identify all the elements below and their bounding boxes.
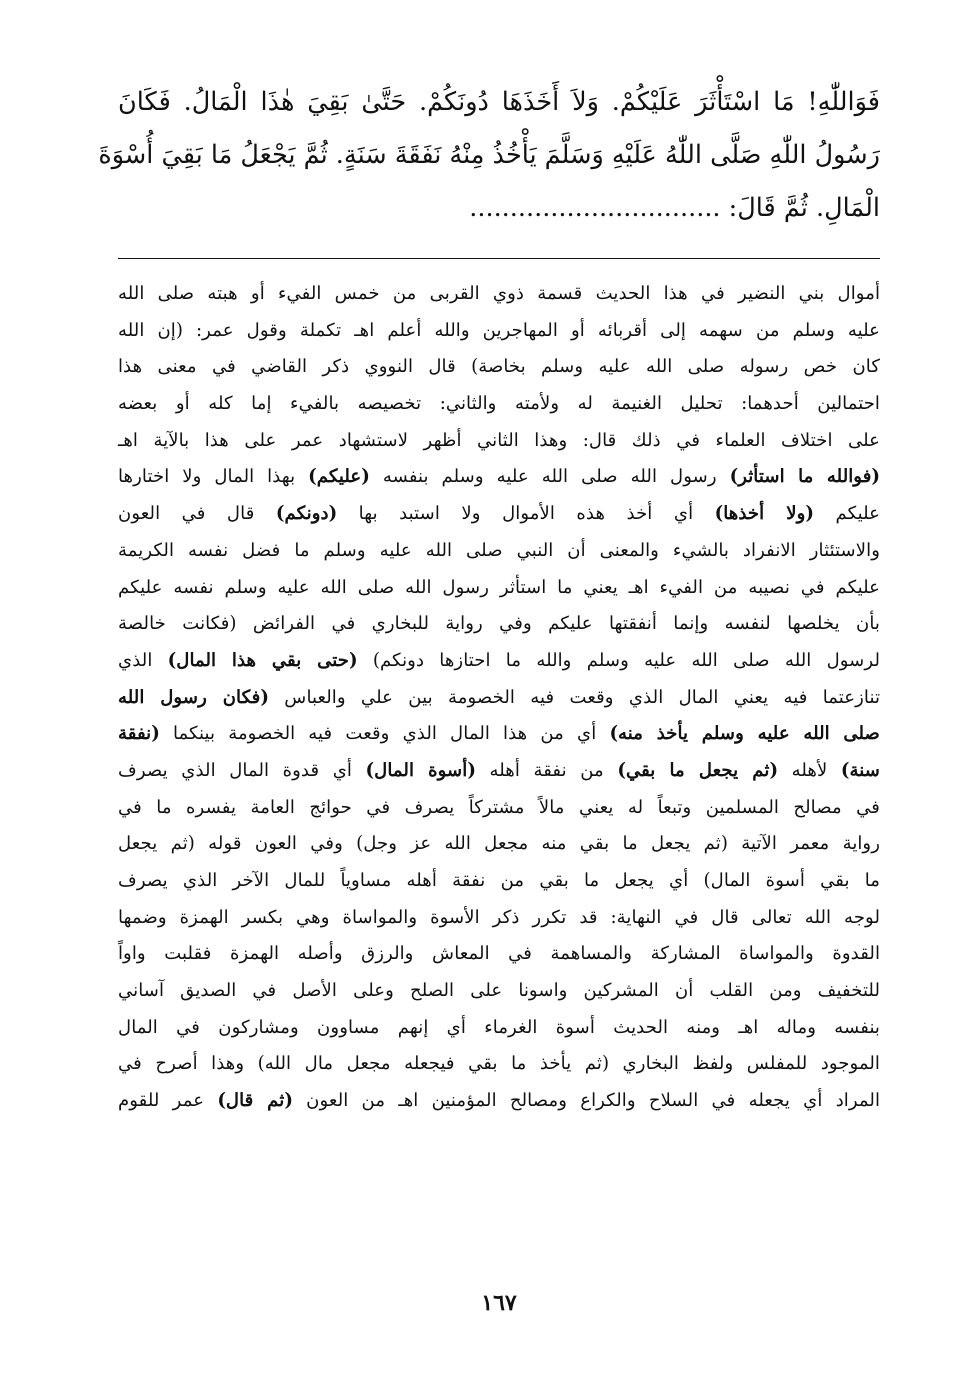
- commentary-line: [118, 900, 880, 937]
- commentary-line: [118, 459, 880, 496]
- commentary-segment: أموال بني النضير في هذا الحديث قسمة ذوي القربى من خمس الفيء أو هبته صلى الله: [118, 283, 880, 304]
- quoted-phrase: (ولا أخذها): [714, 503, 814, 525]
- commentary-segment: الموجود للمفلس ولفظ البخاري (ثم يأخذ ما بقي فيجعله مجعل مال الله) وهذا أصرح في: [118, 1053, 880, 1075]
- commentary-line: [118, 386, 880, 423]
- hadith-line: فَوَاللّٰهِ! مَا اسْتَأْثَرَ عَلَيْكُمْ. وَلاَ أَخَذَهَا دُونَكُمْ. حَتَّىٰ بَقِيَ هٰذَا الْمَالُ. فَكَانَ: [118, 87, 880, 117]
- quoted-phrase: (عليكم): [308, 466, 370, 488]
- page-number: ١٦٧: [481, 1290, 517, 1316]
- commentary-segment: رواية معمر الآتية (ثم يجعل ما بقي منه مجعل الله عز وجل) وفي العون قوله (ثم يجعل: [118, 833, 880, 855]
- commentary-segment: كان خص رسوله صلى الله عليه وسلم بخاصة) قال النووي ذكر القاضي في معنى هذا: [118, 356, 880, 378]
- commentary-line: [118, 276, 880, 313]
- commentary-line: [118, 973, 880, 1010]
- commentary-line: [118, 313, 880, 350]
- commentary-line: [118, 680, 880, 717]
- commentary-segment: أي أخذ هذه الأموال ولا استبد بها: [337, 503, 715, 525]
- commentary-line: [118, 863, 880, 900]
- commentary-segment: لرسول الله صلى الله عليه وسلم والله ما احتازها دونكم): [357, 649, 880, 671]
- hadith-line: رَسُولُ اللّٰهِ صَلَّى اللّٰهُ عَلَيْهِ وَسَلَّمَ يَأْخُذُ مِنْهُ نَفَقَةَ سَنَةٍ. ثُمَّ يَجْعَلُ مَا بَقِيَ أُسْوَةَ: [98, 140, 880, 170]
- quoted-phrase: (ثم قال): [217, 1090, 293, 1112]
- commentary-line: [118, 496, 880, 533]
- commentary-segment: أي من هذا المال الذي وقعت فيه الخصومة بينكما: [159, 723, 610, 745]
- commentary-segment: من نفقة أهله: [475, 759, 618, 781]
- quoted-phrase: (ثم يجعل ما بقي): [617, 759, 779, 781]
- quoted-phrase: (حتى بقي هذا المال): [167, 649, 358, 671]
- quoted-phrase: (نفقة: [118, 723, 160, 745]
- commentary-segment: على اختلاف العلماء في ذلك قال: وهذا الثاني أظهر لاستشهاد عمر على هذا بالآية اهـ: [118, 429, 880, 451]
- commentary-line: [118, 349, 880, 386]
- commentary-segment: ما بقي أسوة المال) أي يجعل ما بقي من نفقة أهله مساوياً للمال الآخر الذي يصرف: [118, 870, 880, 891]
- commentary-segment: والاستئثار الانفراد بالشيء والمعنى أن النبي صلى الله عليه وسلم ما فضل نفسه الكريمة: [118, 539, 880, 561]
- commentary-segment: رسول الله صلى الله عليه وسلم بنفسه: [369, 466, 730, 488]
- commentary-segment: بنفسه وماله اهـ ومنه الحديث أسوة الغرماء أي إنهم مساوون ومشاركون في المال: [118, 1016, 880, 1038]
- commentary-line: [118, 753, 880, 790]
- commentary-line: [118, 533, 880, 570]
- commentary-segment: أي قدوة المال الذي يصرف: [118, 759, 366, 781]
- quoted-phrase: (دونكم): [275, 503, 338, 525]
- commentary-text: [118, 276, 880, 1120]
- commentary-line: [118, 1046, 880, 1083]
- commentary-segment: عليكم في نصيبه من الفيء اهـ يعني ما استأثر رسول الله صلى الله عليه وسلم نفسه عليكم: [118, 576, 880, 598]
- commentary-segment: الذي: [118, 649, 168, 671]
- commentary-segment: بهذا المال ولا اختارها: [118, 466, 309, 488]
- commentary-segment: القدوة والمواساة المشاركة والمساهمة في المعاش والرزق وأصله الهمزة فقلبت واواً: [118, 943, 880, 965]
- commentary-segment: المراد أي يجعله في السلاح والكراع ومصالح المؤمنين اهـ من العون: [292, 1090, 880, 1112]
- commentary-segment: عمر للقوم: [118, 1090, 218, 1112]
- commentary-line: [118, 1010, 880, 1047]
- commentary-segment: عليه وسلم من سهمه إلى أقربائه أو المهاجرين والله أعلم اهـ تكملة وقول عمر: (إن الله: [118, 319, 880, 341]
- commentary-segment: لوجه الله تعالى قال في النهاية: قد تكرر ذكر الأسوة والمواساة وهي بكسر الهمزة وضمها: [118, 906, 880, 928]
- commentary-segment: قال في العون: [118, 503, 276, 525]
- commentary-line: [118, 423, 880, 460]
- commentary-segment: عليكم: [814, 503, 880, 525]
- separator-line: [118, 258, 880, 259]
- commentary-line: [118, 826, 880, 863]
- hadith-text: [98, 76, 880, 235]
- book-page: [98, 0, 881, 1386]
- commentary-segment: لأهله: [778, 759, 841, 781]
- commentary-segment: بأن يخلصها لنفسه وإنما أنفقتها عليكم وفي رواية للبخاري في الفرائض (فكانت خالصة: [118, 613, 880, 635]
- quoted-phrase: صلى الله عليه وسلم يأخذ منه): [609, 723, 880, 745]
- commentary-segment: احتمالين أحدهما: تحليل الغنيمة له ولأمته والثاني: تخصيصه بالفيء إما كله أو بعضه: [118, 393, 880, 415]
- commentary-line: [118, 643, 880, 680]
- commentary-segment: للتخفيف ومن القلب أن المشركين واسونا على الصلح وعلى الأصل في الصديق آساني: [118, 980, 880, 1002]
- commentary-line: [118, 716, 880, 753]
- commentary-segment: في مصالح المسلمين وتبعاً له يعني مالاً مشتركاً يصرف في حوائج العامة يفسره ما في: [118, 796, 880, 818]
- quoted-phrase: (أسوة المال): [365, 759, 476, 781]
- hadith-line: الْمَالِ. ثُمَّ قَالَ: ...............................: [469, 193, 880, 223]
- commentary-segment: تنازعتما فيه يعني المال الذي وقعت فيه الخصومة بين علي والعباس: [268, 686, 881, 708]
- quoted-phrase: (فوالله ما استأثر): [729, 466, 880, 488]
- commentary-line: [118, 570, 880, 607]
- commentary-line: [118, 1083, 880, 1120]
- quoted-phrase: سنة): [840, 759, 880, 781]
- quoted-phrase: (فكان رسول الله: [118, 686, 269, 708]
- commentary-line: [118, 606, 880, 643]
- commentary-line: [118, 790, 880, 827]
- commentary-line: [118, 936, 880, 973]
